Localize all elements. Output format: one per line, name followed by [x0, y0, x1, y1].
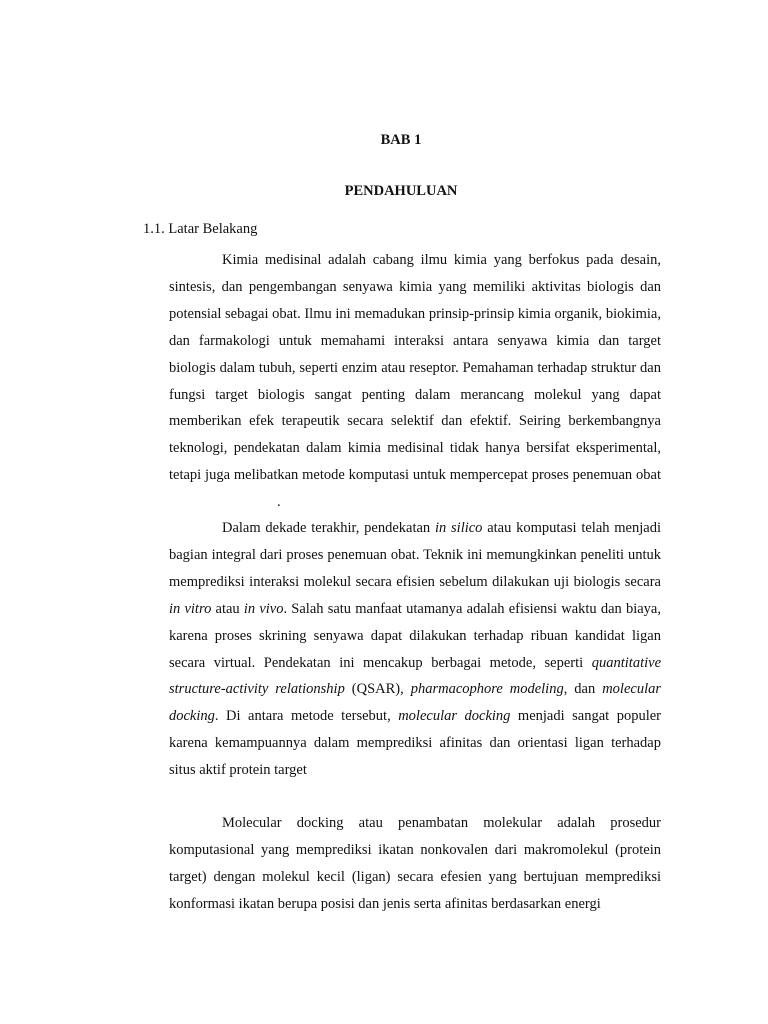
p2-seg-f: in vivo	[243, 600, 284, 617]
section-heading: 1.1. Latar Belakang	[143, 221, 258, 237]
chapter-heading: BAB 1	[380, 132, 422, 148]
p2-seg-e: atau	[211, 600, 244, 617]
p2-seg-i: (QSAR),	[344, 681, 411, 698]
p2-seg-g: . Salah satu manfaat utamanya adalah efisiensi waktu dan biaya, karena proses skrining senyawa dapat dilakukan terhadap ribuan kandidat ligan secara virtual. Pendekatan ini mencakup berbagai metode, seperti	[169, 600, 661, 671]
p2-seg-h: quantitative structure-activity relationship	[169, 654, 661, 698]
chapter-title: PENDAHULUAN	[344, 183, 458, 199]
p2-seg-d: in vitro	[169, 600, 212, 617]
p2-seg-k: , dan	[563, 681, 603, 698]
paragraph-3	[169, 810, 661, 918]
p2-seg-a: Dalam dekade terakhir, pendekatan	[222, 520, 435, 536]
paragraph-2	[169, 515, 661, 784]
paragraph-1-text: Kimia medisinal adalah cabang ilmu kimia yang berfokus pada desain, sintesis, dan pengembangan senyawa kimia yang memiliki aktivitas biologis dan potensial sebagai obat. Ilmu ini memadukan prinsip-prinsip kimia organik, biokimia, dan farmakologi untuk memahami interaksi antara senyawa kimia dan target biologis dalam tubuh, seperti enzim atau reseptor. Pemahaman terhadap struktur dan fungsi target biologis sangat penting dalam merancang molekul yang dapat memberikan efek terapeutik secara selektif dan efektif. Seiring berkembangnya teknologi, pendekatan dalam kimia medisinal tidak hanya bersifat eksperimental, tetapi juga melibatkan metode komputasi untuk mempercepat proses penemuan obat	[169, 252, 661, 484]
p2-seg-m: . Di antara metode tersebut,	[214, 708, 399, 725]
p2-seg-o: menjadi sangat populer karena kemampuannya dalam memprediksi afinitas dan orientasi ligan terhadap situs aktif protein target	[169, 708, 661, 779]
paragraph-1	[169, 247, 661, 516]
p2-seg-b: in silico	[434, 520, 483, 536]
p2-seg-c: atau komputasi telah menjadi bagian integral dari proses penemuan obat. Teknik ini memungkinkan peneliti untuk memprediksi interaksi molekul secara efisien sebelum dilakukan uji biologis secara	[169, 520, 661, 590]
p2-seg-n: molecular docking	[398, 708, 511, 725]
paragraph-3-text: Molecular docking atau penambatan molekular adalah prosedur komputasional yang memprediksi ikatan nonkovalen dari makromolekul (protein target) dengan molekul kecil (ligan) secara efesien yang bertujuan memprediksi konformasi ikatan berupa posisi dan jenis serta afinitas berdasarkan energi	[169, 815, 661, 912]
p2-seg-l: molecular docking	[169, 681, 661, 725]
p2-seg-j: pharmacophore modeling	[410, 681, 564, 698]
paragraph-1-end: .	[277, 494, 281, 511]
